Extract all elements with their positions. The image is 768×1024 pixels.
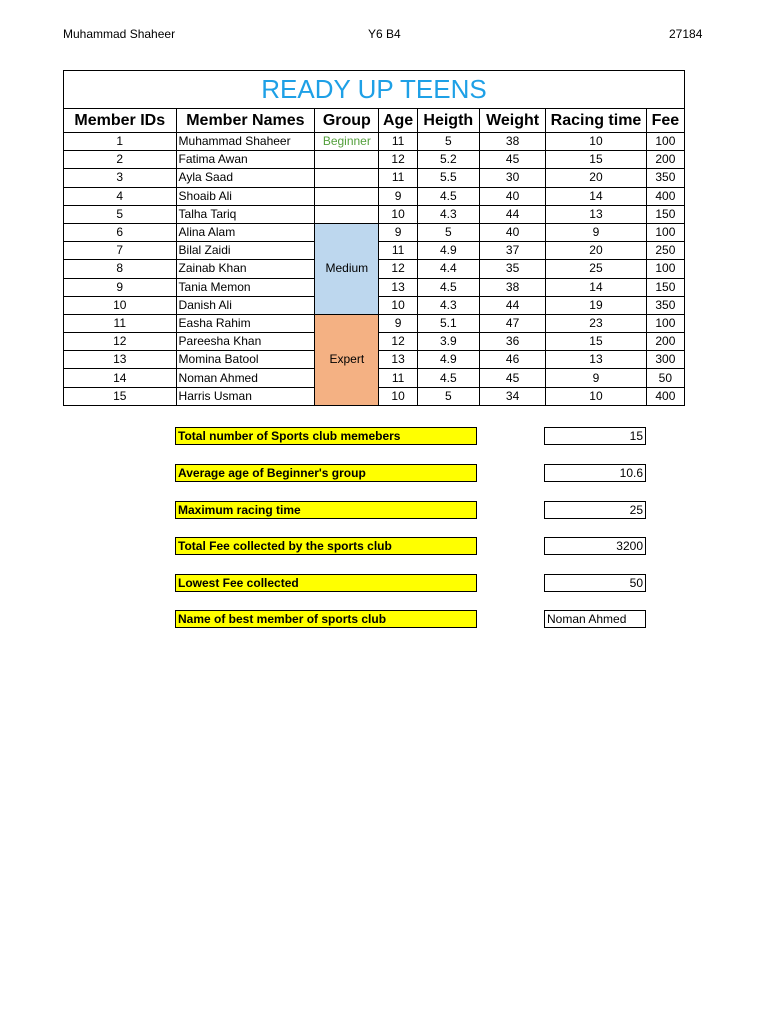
member-height: 5 <box>417 133 479 151</box>
member-height: 5.5 <box>417 169 479 187</box>
table-row <box>64 187 685 205</box>
member-racing-time: 9 <box>546 223 646 241</box>
member-id: 2 <box>64 151 177 169</box>
member-racing-time: 14 <box>546 278 646 296</box>
member-age: 13 <box>379 351 417 369</box>
member-id: 1 <box>64 133 177 151</box>
member-name: Shoaib Ali <box>176 187 315 205</box>
member-age: 11 <box>379 133 417 151</box>
member-racing-time: 15 <box>546 151 646 169</box>
member-name: Ayla Saad <box>176 169 315 187</box>
page-header-class: Y6 B4 <box>368 27 401 41</box>
summary-value-best-member[interactable]: Noman Ahmed <box>544 610 646 628</box>
member-id: 10 <box>64 296 177 314</box>
group-beginner-cell: Beginner <box>315 133 379 151</box>
member-height: 5.1 <box>417 314 479 332</box>
member-weight: 34 <box>479 387 545 405</box>
member-fee: 300 <box>646 351 684 369</box>
member-id: 7 <box>64 242 177 260</box>
member-weight: 44 <box>479 205 545 223</box>
member-age: 9 <box>379 314 417 332</box>
member-racing-time: 25 <box>546 260 646 278</box>
member-age: 9 <box>379 223 417 241</box>
member-weight: 37 <box>479 242 545 260</box>
member-weight: 46 <box>479 351 545 369</box>
table-row <box>64 314 685 332</box>
member-fee: 100 <box>646 314 684 332</box>
member-age: 10 <box>379 205 417 223</box>
summary-label-total-fee: Total Fee collected by the sports club <box>175 537 477 555</box>
member-racing-time: 14 <box>546 187 646 205</box>
member-name: Muhammad Shaheer <box>176 133 315 151</box>
member-name: Alina Alam <box>176 223 315 241</box>
member-id: 4 <box>64 187 177 205</box>
member-age: 10 <box>379 296 417 314</box>
member-racing-time: 15 <box>546 333 646 351</box>
member-id: 3 <box>64 169 177 187</box>
column-header-member-ids: Member IDs <box>64 109 177 133</box>
column-header-age: Age <box>379 109 417 133</box>
summary-value-lowest-fee[interactable]: 50 <box>544 574 646 592</box>
member-racing-time: 20 <box>546 169 646 187</box>
group-cell-empty <box>315 151 379 169</box>
summary-label-lowest-fee: Lowest Fee collected <box>175 574 477 592</box>
member-height: 4.9 <box>417 351 479 369</box>
member-height: 4.3 <box>417 296 479 314</box>
member-id: 8 <box>64 260 177 278</box>
member-fee: 100 <box>646 133 684 151</box>
summary-label-max-racing-time: Maximum racing time <box>175 501 477 519</box>
member-id: 14 <box>64 369 177 387</box>
member-weight: 36 <box>479 333 545 351</box>
member-fee: 400 <box>646 387 684 405</box>
member-height: 4.9 <box>417 242 479 260</box>
member-name: Pareesha Khan <box>176 333 315 351</box>
member-name: Tania Memon <box>176 278 315 296</box>
member-age: 13 <box>379 278 417 296</box>
member-name: Talha Tariq <box>176 205 315 223</box>
summary-label-total-members: Total number of Sports club memebers <box>175 427 477 445</box>
member-height: 5.2 <box>417 151 479 169</box>
member-fee: 150 <box>646 278 684 296</box>
member-age: 11 <box>379 369 417 387</box>
member-weight: 45 <box>479 151 545 169</box>
member-id: 11 <box>64 314 177 332</box>
member-weight: 38 <box>479 278 545 296</box>
member-racing-time: 10 <box>546 387 646 405</box>
page-header-name: Muhammad Shaheer <box>63 27 176 41</box>
member-id: 13 <box>64 351 177 369</box>
member-racing-time: 23 <box>546 314 646 332</box>
member-weight: 40 <box>479 223 545 241</box>
summary-value-average-age[interactable]: 10.6 <box>544 464 646 482</box>
page-header-number: 27184 <box>669 27 703 41</box>
member-fee: 250 <box>646 242 684 260</box>
member-fee: 350 <box>646 169 684 187</box>
member-height: 5 <box>417 223 479 241</box>
member-weight: 45 <box>479 369 545 387</box>
group-expert-cell: Expert <box>315 314 379 405</box>
member-height: 4.3 <box>417 205 479 223</box>
summary-value-total-fee[interactable]: 3200 <box>544 537 646 555</box>
member-height: 5 <box>417 387 479 405</box>
table-row <box>64 169 685 187</box>
member-racing-time: 13 <box>546 351 646 369</box>
member-fee: 50 <box>646 369 684 387</box>
member-id: 15 <box>64 387 177 405</box>
member-name: Danish Ali <box>176 296 315 314</box>
member-name: Momina Batool <box>176 351 315 369</box>
member-racing-time: 19 <box>546 296 646 314</box>
column-header-group: Group <box>315 109 379 133</box>
member-weight: 44 <box>479 296 545 314</box>
column-header-racing-time: Racing time <box>546 109 646 133</box>
table-row <box>64 223 685 241</box>
member-age: 12 <box>379 260 417 278</box>
member-age: 12 <box>379 333 417 351</box>
member-fee: 400 <box>646 187 684 205</box>
member-fee: 100 <box>646 260 684 278</box>
member-height: 4.4 <box>417 260 479 278</box>
member-fee: 150 <box>646 205 684 223</box>
member-height: 4.5 <box>417 369 479 387</box>
member-name: Noman Ahmed <box>176 369 315 387</box>
member-id: 6 <box>64 223 177 241</box>
member-fee: 350 <box>646 296 684 314</box>
table-row <box>64 151 685 169</box>
member-name: Fatima Awan <box>176 151 315 169</box>
member-racing-time: 10 <box>546 133 646 151</box>
member-fee: 100 <box>646 223 684 241</box>
member-racing-time: 13 <box>546 205 646 223</box>
summary-value-max-racing-time[interactable]: 25 <box>544 501 646 519</box>
member-weight: 38 <box>479 133 545 151</box>
member-weight: 35 <box>479 260 545 278</box>
member-name: Zainab Khan <box>176 260 315 278</box>
member-height: 4.5 <box>417 187 479 205</box>
member-age: 12 <box>379 151 417 169</box>
member-id: 12 <box>64 333 177 351</box>
member-age: 11 <box>379 169 417 187</box>
member-weight: 47 <box>479 314 545 332</box>
column-header-height: Heigth <box>417 109 479 133</box>
member-id: 9 <box>64 278 177 296</box>
group-medium-cell: Medium <box>315 223 379 314</box>
member-racing-time: 20 <box>546 242 646 260</box>
group-cell-empty <box>315 169 379 187</box>
member-name: Harris Usman <box>176 387 315 405</box>
member-weight: 30 <box>479 169 545 187</box>
member-age: 11 <box>379 242 417 260</box>
summary-label-best-member: Name of best member of sports club <box>175 610 477 628</box>
table-row <box>64 133 685 151</box>
member-height: 4.5 <box>417 278 479 296</box>
summary-value-total-members[interactable]: 15 <box>544 427 646 445</box>
member-age: 9 <box>379 187 417 205</box>
member-weight: 40 <box>479 187 545 205</box>
member-id: 5 <box>64 205 177 223</box>
member-fee: 200 <box>646 151 684 169</box>
table-row <box>64 205 685 223</box>
member-racing-time: 9 <box>546 369 646 387</box>
member-name: Bilal Zaidi <box>176 242 315 260</box>
member-fee: 200 <box>646 333 684 351</box>
column-header-fee: Fee <box>646 109 684 133</box>
members-table <box>63 70 685 406</box>
sheet-title: READY UP TEENS <box>64 71 685 109</box>
column-header-row <box>64 109 685 133</box>
member-height: 3.9 <box>417 333 479 351</box>
column-header-member-names: Member Names <box>176 109 315 133</box>
column-header-weight: Weight <box>479 109 545 133</box>
group-cell-empty <box>315 205 379 223</box>
summary-label-average-age: Average age of Beginner's group <box>175 464 477 482</box>
group-cell-empty <box>315 187 379 205</box>
member-name: Easha Rahim <box>176 314 315 332</box>
member-age: 10 <box>379 387 417 405</box>
